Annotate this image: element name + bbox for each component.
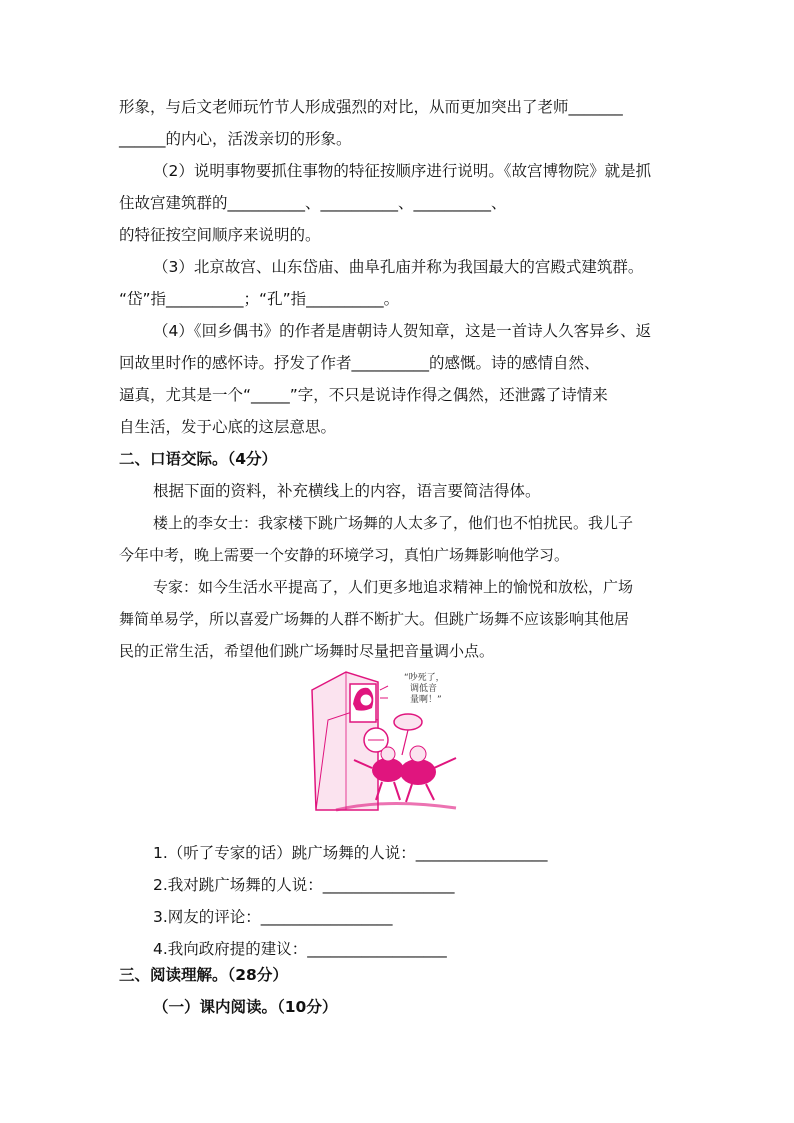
question-2: 2.我对跳广场舞的人说：_________________: [153, 876, 455, 894]
section-heading-reading: 三、阅读理解。（28分）: [119, 966, 288, 984]
bubble-text-line: 调低音: [410, 684, 438, 694]
text-line: “岱”指__________；“孔”指__________。: [119, 290, 400, 308]
instruction-text: 根据下面的资料，补充横线上的内容，语言要简洁得体。: [153, 482, 541, 500]
passage-li-line: 今年中考，晚上需要一个安静的环境学习，真怕广场舞影响他学习。: [119, 546, 570, 564]
text-line: 住故宫建筑群的__________、__________、__________、: [119, 194, 507, 212]
text-line: （3）北京故宫、山东岱庙、曲阜孔庙并称为我国最大的宫殿式建筑群。: [153, 258, 644, 276]
bubble-text-line: 量啊！”: [410, 695, 442, 705]
text-line: （2）说明事物要抓住事物的特征按顺序进行说明。《故宫博物院》就是抓: [153, 162, 652, 180]
text-line: 自生活，发于心底的这层意思。: [119, 418, 337, 436]
text-line: ______的内心，活泼亲切的形象。: [119, 130, 352, 148]
square-dance-cartoon: [306, 660, 486, 820]
passage-expert-line: 民的正常生活，希望他们跳广场舞时尽量把音量调小点。: [119, 642, 495, 660]
subsection-heading: （一）课内阅读。（10分）: [153, 998, 338, 1016]
passage-expert-line: 专家：如今生活水平提高了，人们更多地追求精神上的愉悦和放松，广场: [153, 578, 634, 596]
text-line: 的特征按空间顺序来说明的。: [119, 226, 321, 244]
text-line: （4）《回乡偶书》的作者是唐朝诗人贺知章，这是一首诗人久客异乡、返: [153, 322, 652, 340]
passage-li-line: 楼上的李女士：我家楼下跳广场舞的人太多了，他们也不怕扰民。我儿子: [153, 514, 634, 532]
question-3: 3.网友的评论：_________________: [153, 908, 393, 926]
bubble-text-line: “吵死了，: [404, 673, 445, 683]
text-line: 回故里时作的感怀诗。抒发了作者__________的感慨。诗的感情自然、: [119, 354, 600, 372]
text-line: 形象，与后文老师玩竹节人形成强烈的对比，从而更加突出了老师_______: [119, 98, 623, 116]
question-1: 1.（听了专家的话）跳广场舞的人说：_________________: [153, 844, 548, 862]
question-4: 4.我向政府提的建议：__________________: [153, 940, 447, 958]
passage-expert-line: 舞简单易学，所以喜爱广场舞的人群不断扩大。但跳广场舞不应该影响其他居: [119, 610, 630, 628]
text-line: 逼真，尤其是一个“_____”字，不只是说诗作得之偶然，还泄露了诗情来: [119, 386, 608, 404]
section-heading-oral: 二、口语交际。（4分）: [119, 450, 278, 468]
